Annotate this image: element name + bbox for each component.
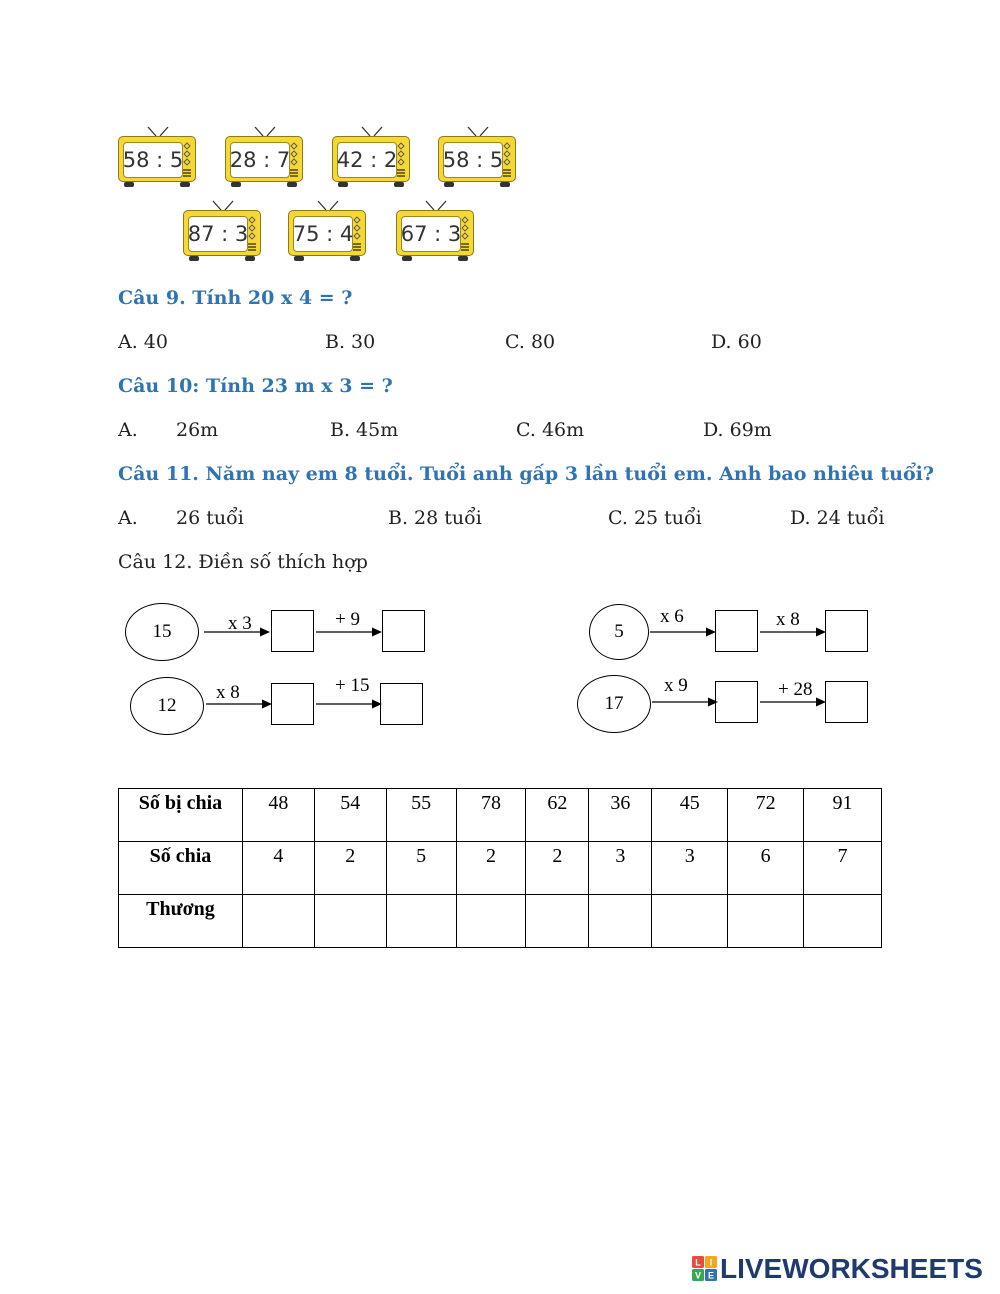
tv-knobs-icon <box>182 140 192 180</box>
dividend-cell: 54 <box>314 789 386 842</box>
q9-option-d[interactable]: D. 60 <box>711 331 762 353</box>
tv-feet-icon <box>396 256 476 264</box>
tv-feet-icon <box>225 182 305 190</box>
divisor-cell: 3 <box>652 842 728 895</box>
tv-body <box>183 210 261 256</box>
q9-option-c[interactable]: C. 80 <box>505 331 556 353</box>
question-9-title: Câu 9. Tính 20 x 4 = ? <box>118 287 353 309</box>
tv-screen: 28 : 7 <box>230 142 290 178</box>
chain-op1-label: x 9 <box>664 675 688 696</box>
q9-option-a[interactable]: A. 40 <box>118 331 168 353</box>
dividend-cell: 62 <box>526 789 589 842</box>
tv-body <box>288 210 366 256</box>
dividend-cell: 72 <box>728 789 804 842</box>
tv-screen: 67 : 3 <box>401 216 461 252</box>
q11-option-a-value[interactable]: 26 tuổi <box>176 507 244 529</box>
q11-option-b[interactable]: B. 28 tuổi <box>388 507 482 529</box>
quotient-answer-cell[interactable] <box>456 895 526 948</box>
tv-knobs-icon <box>460 214 470 254</box>
tv-body <box>332 136 410 182</box>
answer-box[interactable] <box>715 681 758 723</box>
answer-box[interactable] <box>715 610 758 652</box>
chain-op2-label: + 9 <box>335 609 360 630</box>
answer-box[interactable] <box>271 683 314 725</box>
tv-screen: 87 : 3 <box>188 216 248 252</box>
question-12-title: Câu 12. Điền số thích hợp <box>118 551 368 573</box>
tv-card-5 <box>183 200 263 266</box>
q11-option-a-letter[interactable]: A. <box>118 507 138 529</box>
svg-text:I: I <box>709 1257 713 1268</box>
quotient-answer-cell[interactable] <box>804 895 882 948</box>
svg-text:L: L <box>695 1257 701 1268</box>
chain-start-oval: 5 <box>589 604 649 660</box>
chain-op1-label: x 6 <box>660 606 684 627</box>
divisor-cell: 7 <box>804 842 882 895</box>
dividend-cell: 55 <box>386 789 456 842</box>
quotient-row <box>119 895 882 948</box>
tv-knobs-icon <box>396 140 406 180</box>
chain-op1-label: x 8 <box>216 682 240 703</box>
row-label-divisor: Số chia <box>119 842 243 895</box>
chain-start-oval: 12 <box>130 677 204 735</box>
tv-screen: 58 : 5 <box>443 142 503 178</box>
dividend-row <box>119 789 882 842</box>
tv-body <box>438 136 516 182</box>
chain-start-oval: 15 <box>125 603 199 661</box>
dividend-cell: 48 <box>242 789 314 842</box>
quotient-answer-cell[interactable] <box>314 895 386 948</box>
quotient-answer-cell[interactable] <box>386 895 456 948</box>
answer-box[interactable] <box>380 683 423 725</box>
answer-box[interactable] <box>825 681 868 723</box>
tv-screen: 58 : 5 <box>123 142 183 178</box>
tv-knobs-icon <box>352 214 362 254</box>
q9-option-b[interactable]: B. 30 <box>325 331 376 353</box>
q11-option-c[interactable]: C. 25 tuổi <box>608 507 702 529</box>
tv-knobs-icon <box>247 214 257 254</box>
row-label-quotient: Thương <box>119 895 243 948</box>
divisor-cell: 3 <box>589 842 652 895</box>
tv-body <box>396 210 474 256</box>
dividend-cell: 36 <box>589 789 652 842</box>
tv-screen: 42 : 2 <box>337 142 397 178</box>
liveworksheets-blocks-icon <box>692 1256 718 1282</box>
divisor-cell: 2 <box>314 842 386 895</box>
row-label-dividend: Số bị chia <box>119 789 243 842</box>
q10-option-b[interactable]: B. 45m <box>330 419 399 441</box>
divisor-cell: 6 <box>728 842 804 895</box>
liveworksheets-wordmark: LIVEWORKSHEETS <box>720 1253 983 1284</box>
q11-option-d[interactable]: D. 24 tuổi <box>790 507 885 529</box>
chain-op2-label: + 28 <box>778 679 813 700</box>
chain-start-oval: 17 <box>577 675 651 733</box>
arrow-icon <box>314 696 384 712</box>
tv-knobs-icon <box>502 140 512 180</box>
divisor-cell: 4 <box>242 842 314 895</box>
quotient-answer-cell[interactable] <box>589 895 652 948</box>
tv-feet-icon <box>118 182 198 190</box>
tv-feet-icon <box>438 182 518 190</box>
q10-option-a-value[interactable]: 26m <box>176 419 219 441</box>
divisor-cell: 5 <box>386 842 456 895</box>
tv-body <box>225 136 303 182</box>
chain-op2-label: x 8 <box>776 609 800 630</box>
q10-option-a-letter[interactable]: A. <box>118 419 138 441</box>
liveworksheets-logo <box>692 1253 983 1285</box>
divisor-cell: 2 <box>526 842 589 895</box>
tv-card-1 <box>118 126 198 192</box>
svg-text:E: E <box>707 1270 715 1281</box>
division-table <box>118 788 882 948</box>
divisor-row <box>119 842 882 895</box>
q10-option-d[interactable]: D. 69m <box>703 419 772 441</box>
question-10-title: Câu 10: Tính 23 m x 3 = ? <box>118 375 393 397</box>
question-11-title: Câu 11. Năm nay em 8 tuổi. Tuổi anh gấp 3 lần tuổi em. Anh bao nhiêu tuổi? <box>118 463 934 485</box>
tv-card-7 <box>396 200 476 266</box>
tv-feet-icon <box>332 182 412 190</box>
divisor-cell: 2 <box>456 842 526 895</box>
answer-box[interactable] <box>382 610 425 652</box>
q10-option-c[interactable]: C. 46m <box>516 419 585 441</box>
tv-card-3 <box>332 126 412 192</box>
quotient-answer-cell[interactable] <box>526 895 589 948</box>
dividend-cell: 91 <box>804 789 882 842</box>
dividend-cell: 45 <box>652 789 728 842</box>
dividend-cell: 78 <box>456 789 526 842</box>
tv-knobs-icon <box>289 140 299 180</box>
tv-screen: 75 : 4 <box>293 216 353 252</box>
quotient-answer-cell[interactable] <box>242 895 314 948</box>
answer-box[interactable] <box>825 610 868 652</box>
tv-card-6 <box>288 200 368 266</box>
quotient-answer-cell[interactable] <box>652 895 728 948</box>
chain-op1-label: x 3 <box>228 613 252 634</box>
answer-box[interactable] <box>271 610 314 652</box>
svg-text:V: V <box>694 1270 702 1281</box>
quotient-answer-cell[interactable] <box>728 895 804 948</box>
tv-card-2 <box>225 126 305 192</box>
tv-body <box>118 136 196 182</box>
tv-feet-icon <box>183 256 263 264</box>
tv-feet-icon <box>288 256 368 264</box>
chain-op2-label: + 15 <box>335 675 370 696</box>
tv-card-4 <box>438 126 518 192</box>
